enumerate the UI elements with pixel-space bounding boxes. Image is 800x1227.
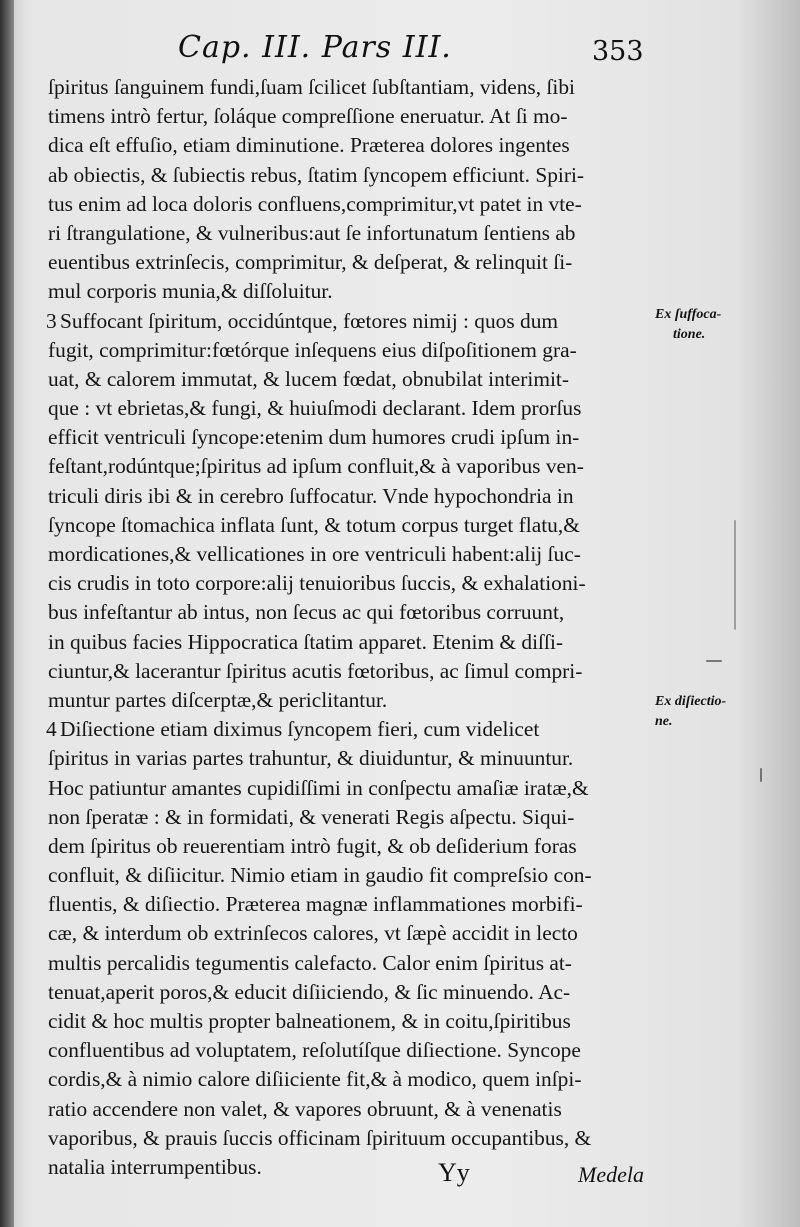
paragraph-4-first-line <box>48 715 648 744</box>
text-line: Hoc patiuntur amantes cupidiſſimi in conſpectu amaſiæ iratæ,& <box>48 775 589 800</box>
ink-mark <box>760 768 762 782</box>
text-line: ri ſtrangulatione, & vulneribus:aut ſe infortunatum ſentiens ab <box>48 220 576 245</box>
margin-note-line: Ex ſuffoca- <box>655 307 722 322</box>
text-line: timens intrò fertur, ſoláque compreſſione eneruatur. At ſi mo- <box>48 104 568 129</box>
text-line: que : vt ebrietas,& fungi, & huiuſmodi declarant. Idem prorſus <box>48 396 582 421</box>
page-footer <box>0 1158 800 1198</box>
text-line: cidit & hoc multis propter balneationem, & in coitu,ſpiritibus <box>48 1009 571 1033</box>
text-line: Diſiectione etiam diximus ſyncopem fieri, cum videlicet <box>60 717 540 742</box>
signature-mark: Yy <box>438 1158 470 1187</box>
text-line: ratio accendere non valet, & vapores obruunt, & à venenatis <box>48 1096 562 1121</box>
page-header <box>0 28 800 78</box>
text-line: ſyncope ſtomachica inflata ſunt, & totum corpus turget flatu,& <box>48 512 580 537</box>
text-line: vaporibus, & prauis ſuccis officinam ſpirituum occupantibus, & <box>48 1125 592 1150</box>
text-line: tus enim ad loca doloris confluens,comprimitur,vt patet in vte- <box>48 191 582 216</box>
text-line: ab obiectis, & ſubiectis rebus, ſtatim ſyncopem efficiunt. Spiri- <box>48 162 585 187</box>
text-line: fluentis, & diſiectio. Præterea magnæ inflammationes morbifi- <box>48 892 583 917</box>
text-line: triculi diris ibi & in cerebro ſuffocatur. Vnde hypochondria in <box>48 483 574 508</box>
paragraph-3-first-line <box>48 307 648 336</box>
section-number-3: 3 <box>46 308 57 333</box>
page-binding-shadow <box>0 0 14 1227</box>
text-line: ſpiritus in varias partes trahuntur, & diuiduntur, & minuuntur. <box>48 746 574 771</box>
body-text <box>48 73 648 1182</box>
ink-mark <box>706 660 722 662</box>
text-line: natalia interrumpentibus. <box>48 1154 262 1179</box>
margin-note-line: ne. <box>655 714 673 729</box>
text-line: mul corporis munia,& diſſoluitur. <box>48 279 333 304</box>
margin-note-suffocation <box>655 305 795 345</box>
text-line: uat, & calorem immutat, & lucem fœdat, obnubilat interimit- <box>48 366 569 391</box>
text-line: euentibus extrinſecis, comprimitur, & deſperat, & relinquit ſi- <box>48 250 573 275</box>
ink-mark <box>734 520 736 630</box>
text-line: efficit ventriculi ſyncope:etenim dum humores crudi ipſum in- <box>48 425 580 450</box>
margin-note-dissection <box>655 692 795 732</box>
margin-note-line: tione. <box>673 327 706 342</box>
text-line: non ſperatæ : & in formidati, & venerati Regis aſpectu. Siqui- <box>48 804 575 829</box>
text-line: cordis,& à nimio calore diſiiciente fit,& à modico, quem inſpi- <box>48 1067 582 1092</box>
text-line: multis percalidis tegumentis calefacto. Calor enim ſpiritus at- <box>48 950 572 975</box>
text-line: tenuat,aperit poros,& educit diſiiciendo, & ſic minuendo. Ac- <box>48 979 571 1004</box>
text-line: dica eſt effuſio, etiam diminutione. Præterea dolores ingentes <box>48 133 570 158</box>
section-number-4: 4 <box>46 717 57 742</box>
text-line: cæ, & interdum ob extrinſecos calores, vt ſæpè accidit in lecto <box>48 921 578 946</box>
text-line: feſtant,rodúntque;ſpiritus ad ipſum confluit,& à vaporibus ven- <box>48 454 584 479</box>
text-line: ciuntur,& lacerantur ſpiritus acutis fœtoribus, ac ſimul compri- <box>48 658 583 683</box>
text-line: dem ſpiritus ob reuerentiam intrò fugit, & ob deſiderium foras <box>48 833 577 858</box>
text-line: mordicationes,& vellicationes in ore ventriculi habent:alij ſuc- <box>48 542 581 566</box>
text-line: confluit, & diſiicitur. Nimio etiam in gaudio fit compreſsio con- <box>48 863 592 888</box>
text-line: cis crudis in toto corpore:alij tenuioribus ſuccis, & exhalationi- <box>48 571 586 596</box>
text-line: Suffocant ſpiritum, occidúntque, fœtores nimij : quos dum <box>60 308 559 333</box>
text-line: in quibus facies Hippocratica ſtatim apparet. Etenim & diſſi- <box>48 629 564 654</box>
text-line: bus infeſtantur ab intus, non ſecus ac qui fœtoribus corruunt, <box>48 600 565 625</box>
margin-note-line: Ex diſiectio- <box>655 694 727 709</box>
text-line: confluentibus ad voluptatem, reſolutíſque diſiectione. Syncope <box>48 1038 581 1063</box>
running-head: Cap. III. Pars III. <box>178 30 452 65</box>
text-line: ſpiritus ſanguinem fundi,ſuam ſcilicet ſubſtantiam, videns, ſibi <box>48 75 575 99</box>
catchword: Medela <box>578 1162 644 1187</box>
page-number: 353 <box>592 36 644 67</box>
text-line: fugit, comprimitur:fœtórque inſequens eius diſpoſitionem gra- <box>48 337 577 362</box>
text-line: muntur partes diſcerptæ,& periclitantur. <box>48 687 388 712</box>
